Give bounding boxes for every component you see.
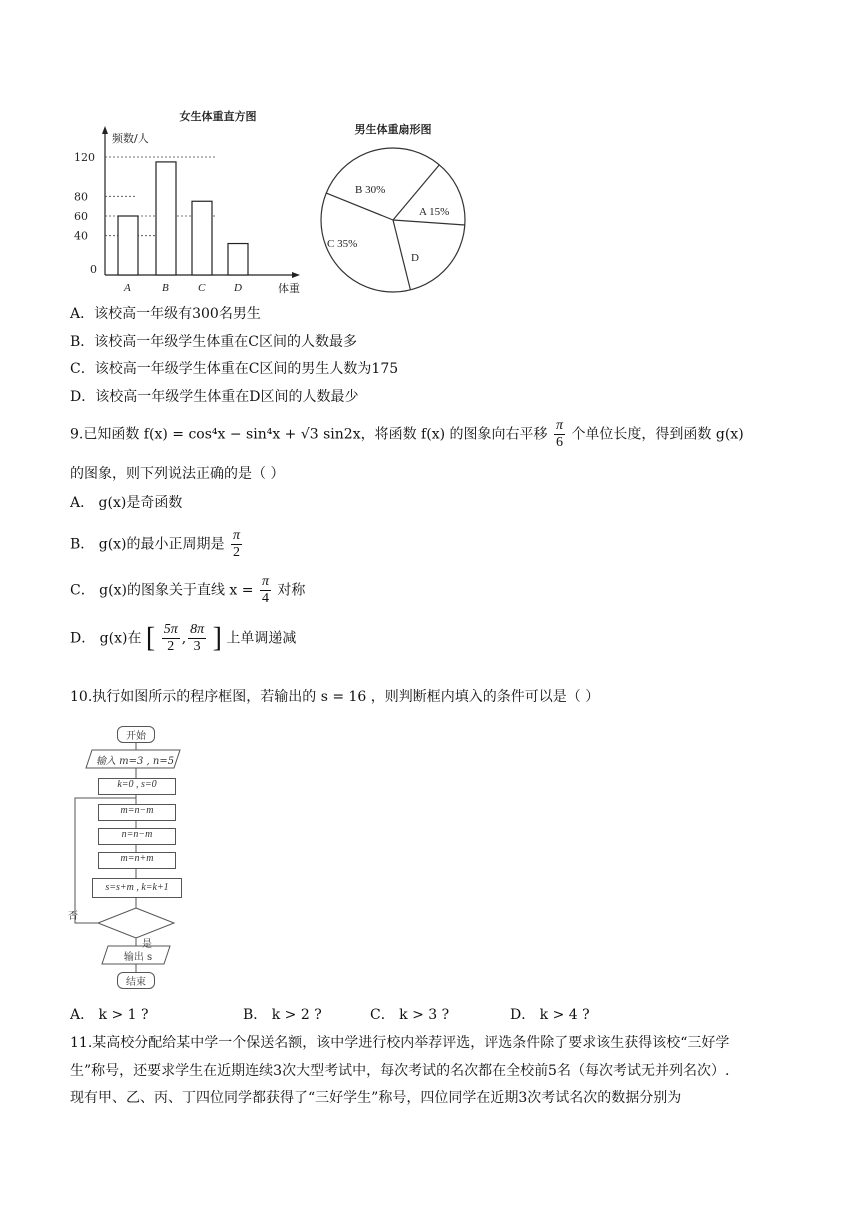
histogram-xlabel: 体重 [278,282,300,295]
pie-slice-label-d: D [411,252,419,264]
q9-option-c [70,574,305,607]
q9-stem-2: 个单位长度，得到函数 g(x) [571,426,744,443]
histogram-bar-d [228,244,248,275]
pie-slice-label-a: A 15% [419,206,450,218]
q10-option-b: B． k > 2 ? [243,1007,322,1023]
decision-diamond [98,908,174,938]
histogram-chart [70,100,310,300]
q9-d-num1: 5π [163,622,178,637]
q9-stem-3: 的图象，则下列说法正确的是（ ） [70,466,285,482]
pie-slice-label-c: C 35% [327,238,358,250]
q9-b-num: π [232,528,240,543]
q9-option-d: D． g(x)在 [ $\frac{5\pi}{2}$ , $\frac{8\pi}{3}$ ] 上单调递减 [70,622,297,654]
q9-d-left-bracket: [ [145,622,156,654]
q9-c-text: C． g(x)的图象关于直线 x = [70,582,254,599]
histogram-ytick-label: 80 [74,190,88,204]
flow-no-label: 否 [68,911,78,922]
flow-step3: m=n+m [98,852,176,869]
q11-line1: 11.某高校分配给某中学一个保送名额，该中学进行校内举荐评选，评选条件除了要求该生获得该校“三好学 [70,1035,730,1051]
q9-b-text: B． g(x)的最小正周期是 [70,536,225,553]
flowchart [70,720,210,995]
q9-b-fraction [231,528,242,561]
pie-slice-label-b: B 30% [355,184,386,196]
q9-stem-1: 9.已知函数 f(x) = cos⁴x − sin⁴x + √3 sin2x，将函数 f(x) 的图象向右平移 [70,426,548,443]
q11-line3: 现有甲、乙、丙、丁四位同学都获得了“三好学生”称号，四位同学在近期3次考试名次的数据分别为 [70,1090,682,1106]
flow-start: 开始 [117,726,155,743]
q10-option-c: C． k > 3 ? [370,1007,450,1023]
q9-d-den2: 3 [193,639,201,654]
histogram-category-label: A [124,282,131,294]
histogram-origin: 0 [90,263,97,276]
pie-title: 男生体重扇形图 [354,123,432,136]
q9-c-den: 4 [261,591,269,606]
q9-d-den1: 2 [167,639,175,654]
q9-stem-line1 [70,418,744,451]
q10-option-d: D． k > 4 ? [510,1007,590,1023]
q9-b-den: 2 [232,545,240,560]
histogram-category-label: C [198,282,206,294]
histogram-ytick-label: 40 [74,229,88,243]
q9-d-num2: 8π [190,622,205,637]
q9-c-post: 对称 [277,582,306,599]
histogram-bar-c [192,201,212,275]
q8-option-c: C．该校高一年级学生体重在C区间的男生人数为175 [70,361,399,377]
q11-line2: 生”称号，还要求学生在近期连续3次大型考试中，每次考试的名次都在全校前5名（每次考试无并列名次）. [70,1063,730,1079]
q9-d-right-bracket: ] [212,622,222,654]
q9-c-num: π [261,574,269,589]
histogram-title: 女生体重直方图 [179,110,257,123]
histogram-y-arrow [102,126,108,134]
histogram-bar-b [156,162,176,275]
q9-d-fraction1 [162,622,180,655]
histogram-ytick-label: 120 [74,151,95,164]
q8-option-a: A．该校高一年级有300名男生 [70,306,261,322]
q9-shift-den: 6 [555,435,563,450]
histogram-category-label: B [162,282,169,294]
histogram-ytick-label: 60 [74,210,88,223]
flow-step4: s=s+m , k=k+1 [92,878,182,898]
q10-option-a: A． k > 1 ? [70,1007,149,1023]
q9-shift-fraction [554,418,565,451]
flow-step2: n=n−m [98,828,176,845]
flow-init: k=0 , s=0 [98,778,176,795]
q10-stem: 10.执行如图所示的程序框图，若输出的 s = 16 ，则判断框内填入的条件可以是（ ） [70,689,600,705]
pie-chart [315,115,485,300]
q8-option-b: B．该校高一年级学生体重在C区间的人数最多 [70,334,357,350]
q9-option-b [70,528,244,561]
q9-d-post: 上单调递减 [226,630,297,647]
flow-output: 输出 s [123,952,153,963]
q9-d-text: D． g(x)在 [70,630,142,647]
flow-step1: m=n−m [98,804,176,821]
histogram-category-label: D [234,282,242,294]
q8-option-d: D．该校高一年级学生体重在D区间的人数最少 [70,389,359,405]
q9-shift-num: π [555,418,563,433]
flow-yes-label: 是 [142,939,152,950]
flow-input: 输入 m=3 , n=5 [95,756,175,767]
q9-option-a: A． g(x)是奇函数 [70,495,183,511]
histogram-ylabel: 频数/人 [112,132,149,145]
flow-end: 结束 [117,972,155,989]
histogram-bar-a [118,216,138,275]
q9-d-fraction2 [188,622,206,655]
histogram-x-arrow [292,272,300,278]
q9-c-fraction [260,574,271,607]
